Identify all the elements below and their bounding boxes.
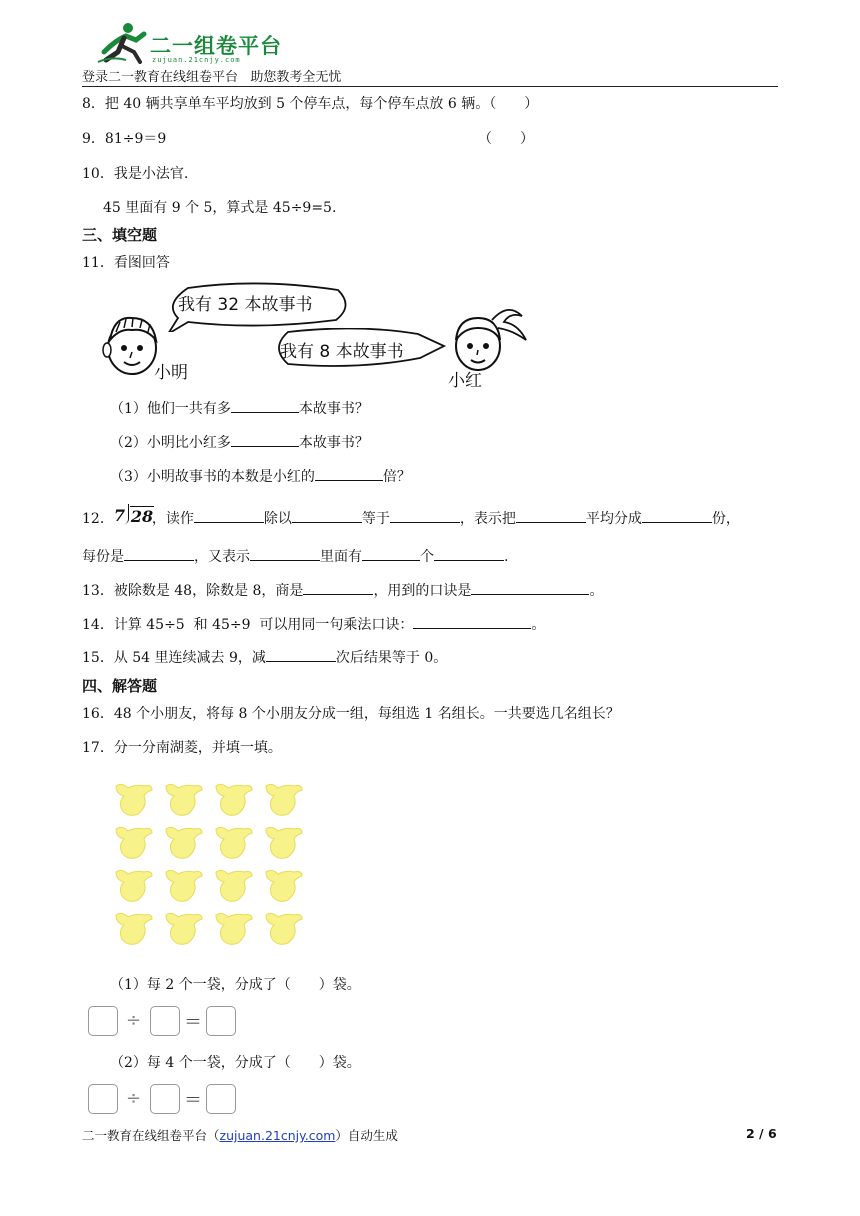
answer-box[interactable] <box>150 1084 180 1114</box>
footer-source: 二一教育在线组卷平台（zujuan.21cnjy.com）自动生成 <box>82 1128 398 1143</box>
answer-blank[interactable] <box>413 614 531 629</box>
water-chestnut-icon <box>264 780 304 818</box>
divide-sign: ÷ <box>126 1088 142 1109</box>
divide-sign: ÷ <box>126 1010 142 1031</box>
water-chestnut-icon <box>214 823 254 861</box>
equals-sign: ＝ <box>184 1012 202 1033</box>
water-chestnut-icon <box>164 780 204 818</box>
runner-logo-icon <box>96 22 150 64</box>
logo-text: 二一组卷平台 <box>150 34 282 58</box>
equals-sign: ＝ <box>184 1090 202 1111</box>
bubble-2-text: 我有 8 本故事书 <box>280 342 404 362</box>
answer-blank[interactable] <box>471 580 589 595</box>
answer-box[interactable] <box>206 1084 236 1114</box>
answer-blank[interactable] <box>434 546 504 561</box>
question-15: 15．从 54 里连续减去 9，减 次后结果等于 0。 <box>82 647 447 667</box>
page-number: 2 / 6 <box>746 1126 777 1141</box>
answer-blank[interactable] <box>266 647 336 662</box>
water-chestnut-icon <box>114 909 154 947</box>
section-heading-answer: 四、解答题 <box>82 677 158 695</box>
answer-blank[interactable] <box>124 546 194 561</box>
answer-blank[interactable] <box>231 432 299 447</box>
boy-face-icon <box>102 310 162 380</box>
water-chestnut-icon <box>264 866 304 904</box>
answer-box[interactable] <box>206 1006 236 1036</box>
section-heading-fill-blank: 三、填空题 <box>82 226 158 244</box>
water-chestnut-icon <box>214 780 254 818</box>
question-11-part-3: （3）小明故事书的本数是小红的 倍？ <box>110 466 411 486</box>
answer-blank[interactable] <box>390 508 460 523</box>
water-chestnut-icon <box>114 866 154 904</box>
answer-blank[interactable] <box>250 546 320 561</box>
girl-name-label: 小红 <box>448 371 482 391</box>
answer-blank[interactable] <box>516 508 586 523</box>
bubble-1-text: 我有 32 本故事书 <box>178 295 313 315</box>
question-8: 8．把 40 辆共享单车平均放到 5 个停车点，每个停车点放 6 辆。（ ） <box>82 96 539 112</box>
footer-link[interactable]: zujuan.21cnjy.com <box>219 1128 336 1143</box>
question-12-line-2: 每份是 ，又表示 里面有 个 . <box>82 546 508 566</box>
question-11: 11．看图回答 <box>82 255 170 271</box>
answer-box[interactable] <box>88 1084 118 1114</box>
story-book-illustration <box>100 282 540 392</box>
answer-blank[interactable] <box>292 508 362 523</box>
question-17-part-2: （2）每 4 个一袋，分成了（ ）袋。 <box>110 1055 361 1071</box>
question-16: 16．48 个小朋友，将每 8 个小朋友分成一组，每组选 1 名组长。一共要选几名组长？ <box>82 706 620 722</box>
question-9-answer-paren: （ ） <box>478 131 534 147</box>
water-chestnut-icon <box>164 909 204 947</box>
answer-blank[interactable] <box>231 398 299 413</box>
answer-blank[interactable] <box>303 580 373 595</box>
water-chestnut-icon <box>114 823 154 861</box>
answer-blank[interactable] <box>194 508 264 523</box>
long-division-expression: 7 28 <box>113 506 154 526</box>
water-chestnut-icon <box>164 866 204 904</box>
boy-name-label: 小明 <box>154 363 188 383</box>
header-tagline: 登录二一教育在线组卷平台 助您教考全无忧 <box>82 70 342 85</box>
water-chestnut-icon <box>264 823 304 861</box>
answer-blank[interactable] <box>642 508 712 523</box>
question-9: 9．81÷9＝9 <box>82 131 167 147</box>
question-17-part-1: （1）每 2 个一袋，分成了（ ）袋。 <box>110 977 361 993</box>
question-11-part-1: （1）他们一共有多 本故事书？ <box>110 398 369 418</box>
question-17: 17．分一分南湖菱，并填一填。 <box>82 740 282 756</box>
header-divider <box>82 86 778 87</box>
question-11-part-2: （2）小明比小红多 本故事书？ <box>110 432 369 452</box>
question-10-statement: 45 里面有 9 个 5，算式是 45÷9=5. <box>103 200 337 216</box>
question-10: 10．我是小法官. <box>82 166 189 182</box>
answer-box[interactable] <box>150 1006 180 1036</box>
water-chestnut-icon <box>164 823 204 861</box>
water-chestnut-icon <box>264 909 304 947</box>
water-chestnut-icon <box>114 780 154 818</box>
division-bracket <box>124 504 129 524</box>
answer-blank[interactable] <box>315 466 383 481</box>
question-14: 14．计算 45÷5 和 45÷9 可以用同一句乘法口诀： 。 <box>82 614 545 634</box>
answer-blank[interactable] <box>362 546 420 561</box>
question-13: 13．被除数是 48，除数是 8，商是 ，用到的口诀是 。 <box>82 580 603 600</box>
logo-url: zujuan.21cnjy.com <box>152 56 241 64</box>
water-chestnut-grid <box>114 780 314 946</box>
question-12-line-1: 12． 7 28 ，读作 除以 等于 ，表示把 平均分成 份， <box>82 506 740 527</box>
water-chestnut-icon <box>214 866 254 904</box>
answer-box[interactable] <box>88 1006 118 1036</box>
logo <box>96 22 296 66</box>
water-chestnut-icon <box>214 909 254 947</box>
